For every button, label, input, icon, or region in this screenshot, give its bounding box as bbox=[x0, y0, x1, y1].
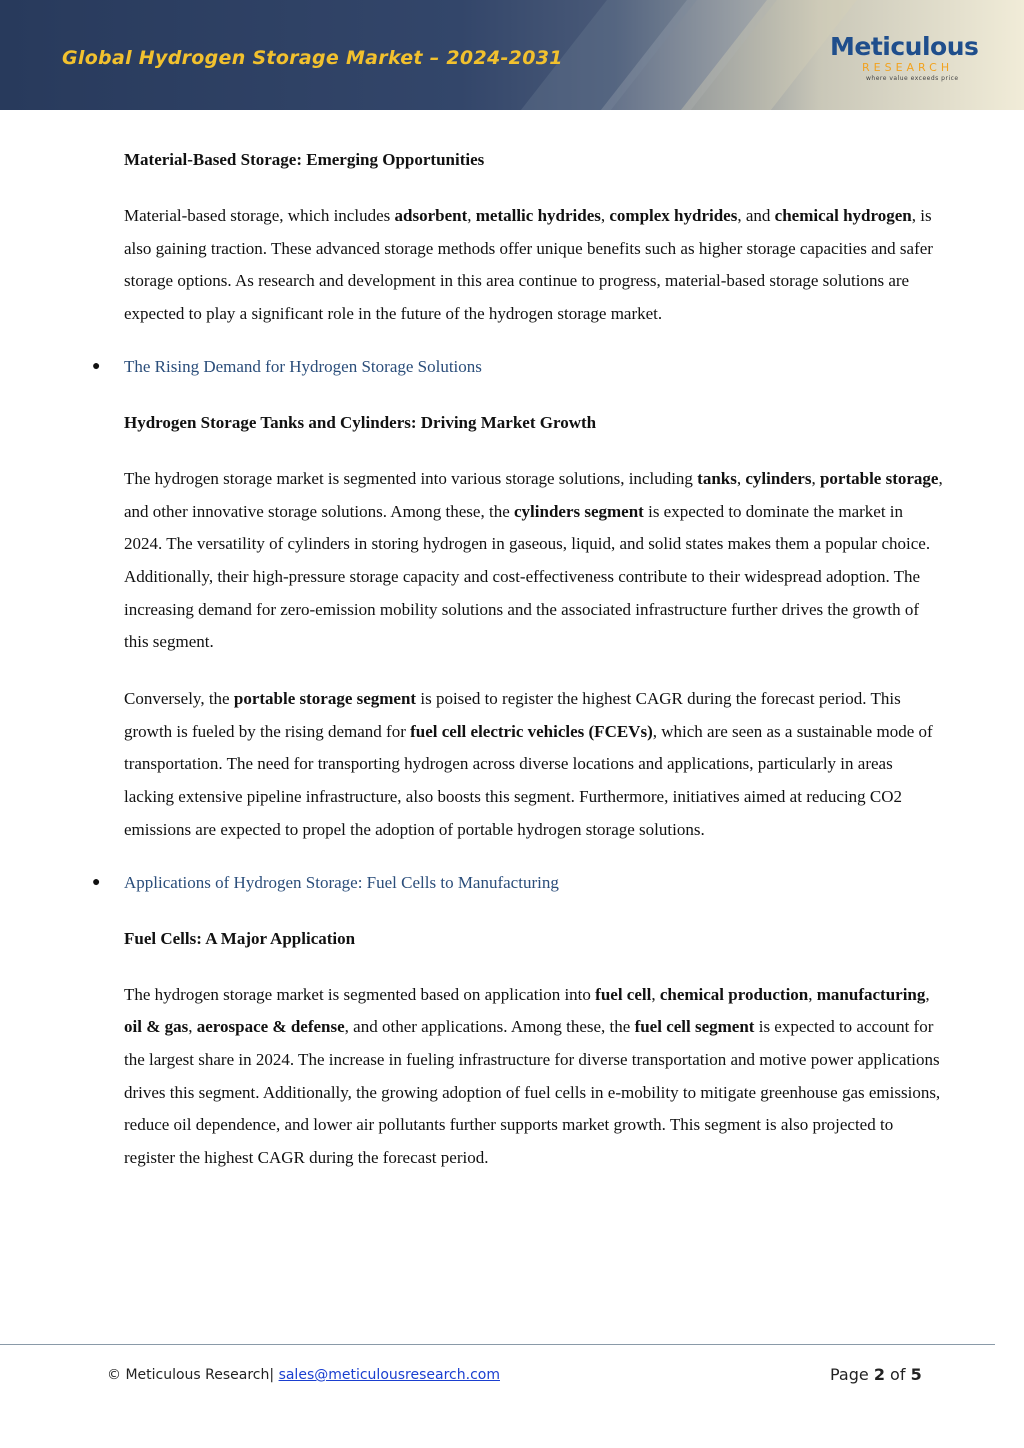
page-of: of bbox=[884, 1365, 911, 1384]
text-run: , bbox=[808, 984, 817, 1004]
bold-term: fuel cell electric vehicles (FCEVs) bbox=[410, 721, 653, 741]
text-run: , bbox=[736, 468, 746, 488]
text-run: , bbox=[467, 206, 476, 225]
text-run: , which are seen as a sustainable mode of transportation. The need for transporting hydrogen across diverse locations and applications, particularly in areas lacking extensive pipeline infrastructure, also boosts this segment. Furthermore, initiatives aimed at reducing CO2 emissions are expected to propel the adoption of portable hydrogen storage solutions. bbox=[124, 721, 933, 839]
section-heading: Material-Based Storage: Emerging Opportunities bbox=[124, 150, 485, 169]
bold-term: manufacturing bbox=[816, 984, 926, 1004]
footer-divider bbox=[0, 1344, 995, 1345]
bold-term: chemical production bbox=[659, 984, 809, 1004]
text-run: , and other innovative storage solutions. Among these, the bbox=[124, 468, 943, 521]
bullet-link[interactable] bbox=[92, 355, 944, 379]
logo-wordmark: Meticulous bbox=[830, 32, 979, 61]
paragraph bbox=[124, 979, 944, 1175]
text-run: is expected to dominate the market in 2024. The versatility of cylinders in storing hydrogen in gaseous, liquid, and solid states makes them a popular choice. Additionally, their high-pressure storage capacity and cost-effectiveness contribute to their widespread adoption. The increasing demand for zero-emission mobility solutions and the associated infrastructure further drives the growth of this segment. bbox=[124, 501, 931, 652]
logo-subtitle: RESEARCH bbox=[862, 61, 954, 74]
email-link[interactable]: sales@meticulousresearch.com bbox=[278, 1367, 500, 1383]
text-run: is poised to register the highest CAGR during the forecast period. This growth is fueled by the rising demand for bbox=[124, 689, 901, 741]
text-run: , is also gaining traction. These advanced storage methods offer unique benefits such as higher storage capacities and safer storage options. As research and development in this area continue to progress, material-based storage solutions are expected to play a significant role in the future of the hydrogen storage market. bbox=[124, 206, 933, 324]
bold-term: complex hydrides bbox=[609, 206, 738, 225]
page-number bbox=[830, 1365, 922, 1384]
page-prefix: Page bbox=[830, 1365, 874, 1384]
page-content bbox=[92, 148, 944, 1199]
bold-term: portable storage segment bbox=[233, 689, 417, 709]
text-run: The hydrogen storage market is segmented into various storage solutions, including bbox=[124, 468, 698, 488]
text-run: Conversely, the bbox=[124, 689, 234, 709]
text-run: , bbox=[925, 984, 930, 1004]
text-run: , bbox=[600, 206, 610, 225]
bullet-dot-icon: ● bbox=[92, 358, 101, 374]
bold-term: aerospace & defense bbox=[196, 1017, 345, 1037]
bold-term: portable storage bbox=[819, 468, 939, 488]
bold-term: cylinders segment bbox=[514, 501, 644, 521]
bullet-link[interactable] bbox=[92, 871, 944, 895]
bold-term: fuel cell bbox=[595, 984, 652, 1004]
page-header bbox=[0, 0, 1024, 110]
paragraph bbox=[124, 683, 944, 847]
bullet-link-text[interactable]: The Rising Demand for Hydrogen Storage Solutions bbox=[124, 356, 482, 376]
bold-term: cylinders bbox=[745, 468, 812, 488]
text-run: is expected to account for the largest share in 2024. The increase in fueling infrastructure for diverse transportation and motive power applications drives this segment. Additionally, the growing adoption of fuel cells in e-mobility to mitigate greenhouse gas emissions, reduce oil dependence, and lower air pollutants further supports market growth. This segment is also projected to register the highest CAGR during the forecast period. bbox=[124, 1017, 941, 1168]
text-run: , bbox=[188, 1017, 197, 1037]
paragraph bbox=[124, 463, 944, 659]
bold-term: fuel cell segment bbox=[634, 1017, 755, 1037]
bold-term: chemical hydrogen bbox=[774, 206, 912, 225]
logo-tagline: where value exceeds price bbox=[866, 75, 959, 82]
text-run: , bbox=[651, 984, 660, 1004]
bold-term: adsorbent bbox=[394, 206, 468, 225]
text-run: The hydrogen storage market is segmented based on application into bbox=[124, 984, 596, 1004]
paragraph bbox=[124, 200, 944, 331]
page-current: 2 bbox=[873, 1365, 885, 1384]
text-run: Material-based storage, which includes bbox=[124, 206, 395, 225]
bold-term: metallic hydrides bbox=[475, 206, 601, 225]
bullet-link-text[interactable]: Applications of Hydrogen Storage: Fuel Cells to Manufacturing bbox=[124, 872, 559, 892]
bullet-dot-icon: ● bbox=[92, 874, 101, 890]
section-heading: Hydrogen Storage Tanks and Cylinders: Driving Market Growth bbox=[124, 412, 597, 432]
text-run: , and other applications. Among these, the bbox=[344, 1017, 635, 1037]
footer-copyright bbox=[107, 1367, 500, 1383]
meticulous-research-logo bbox=[822, 28, 979, 88]
document-title: Global Hydrogen Storage Market – 2024-2031 bbox=[62, 47, 563, 69]
section-heading: Fuel Cells: A Major Application bbox=[124, 928, 356, 948]
copyright-text: © Meticulous Research| bbox=[107, 1367, 279, 1383]
text-run: , and bbox=[737, 206, 775, 225]
text-run: , bbox=[811, 468, 820, 488]
bold-term: oil & gas bbox=[124, 1017, 189, 1037]
page-total: 5 bbox=[910, 1365, 922, 1384]
bold-term: tanks bbox=[697, 468, 737, 488]
